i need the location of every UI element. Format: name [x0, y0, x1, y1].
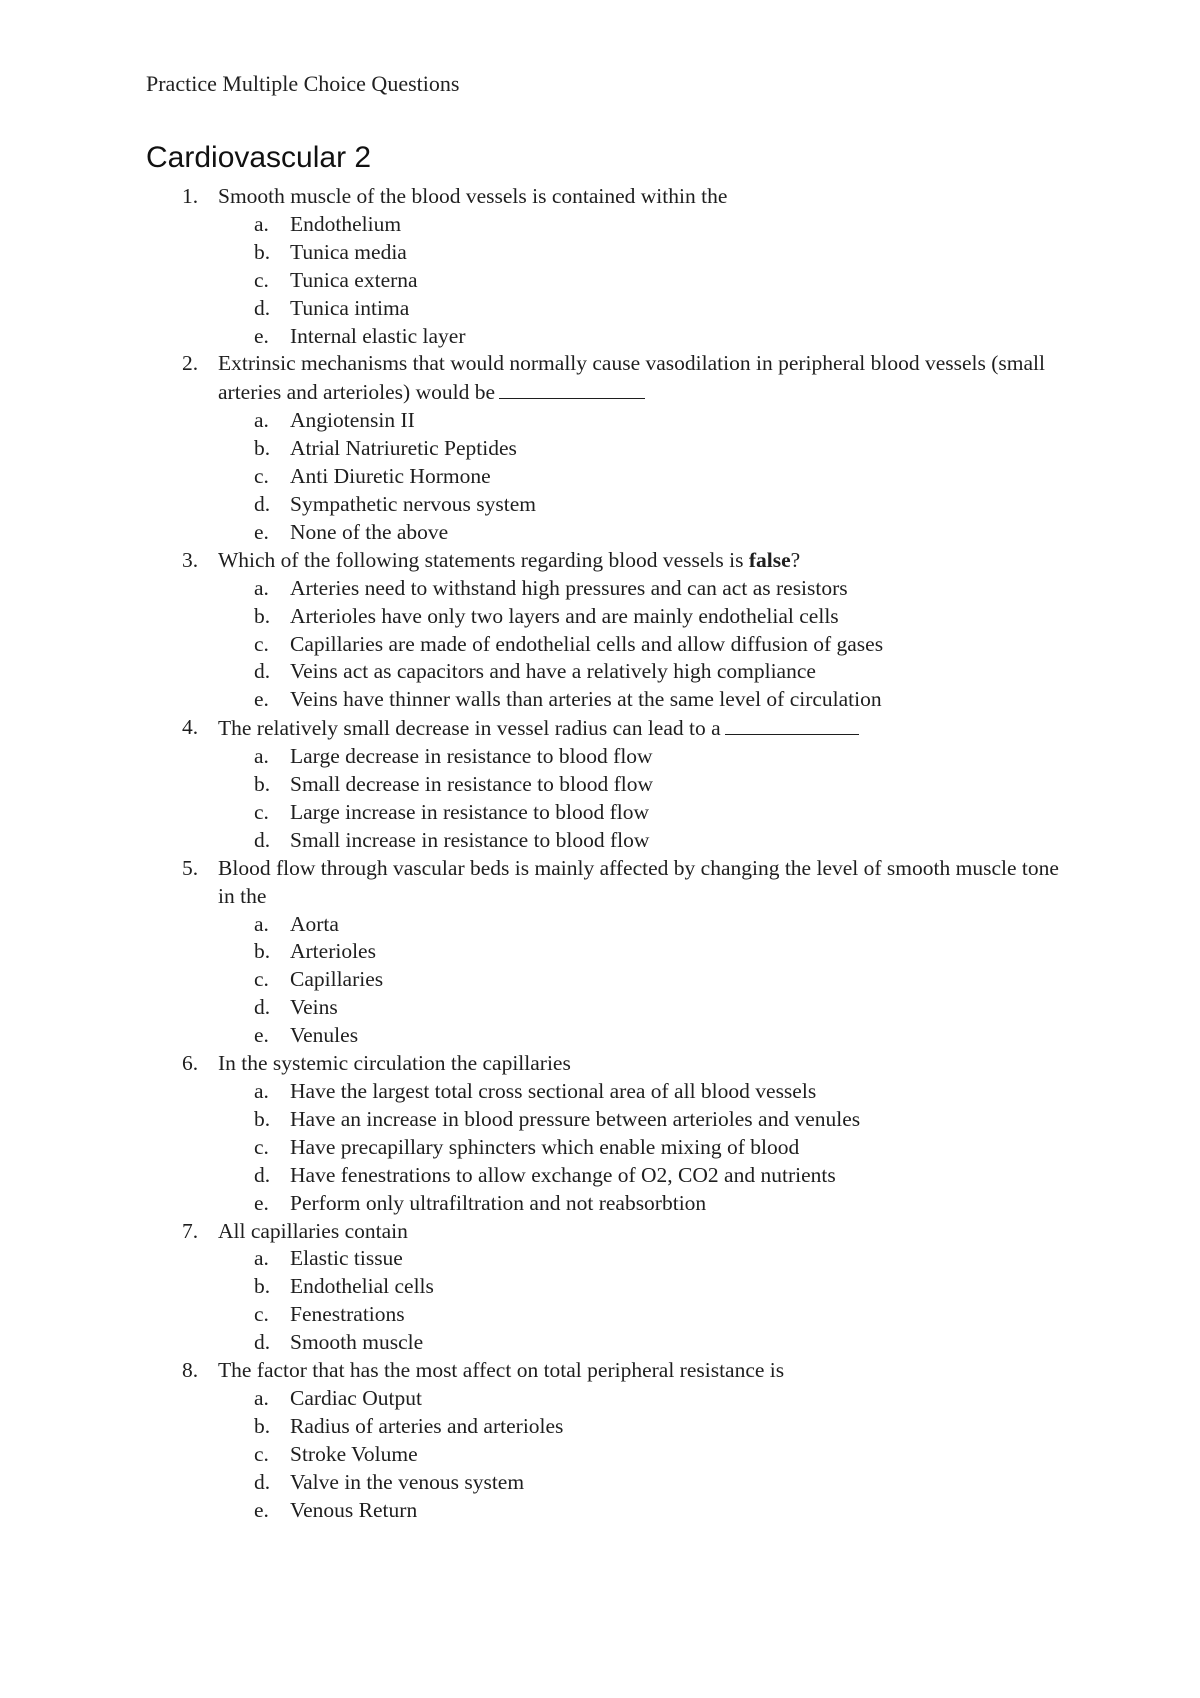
- option-text: Tunica externa: [290, 267, 418, 292]
- question-text-before: Which of the following statements regarding blood vessels is: [218, 547, 744, 572]
- option-text: Have fenestrations to allow exchange of O2, CO2 and nutrients: [290, 1162, 836, 1187]
- option-item: [218, 799, 1066, 827]
- option-item: [218, 295, 1066, 323]
- option-list: [218, 211, 1066, 351]
- option-text: None of the above: [290, 519, 449, 544]
- option-item: [218, 1245, 1066, 1273]
- option-text: Veins act as capacitors and have a relatively high compliance: [290, 659, 816, 684]
- option-text: Veins: [290, 995, 338, 1020]
- question-number: 1.: [182, 184, 199, 208]
- question-text-emphasis: false: [748, 547, 791, 572]
- option-text: Tunica media: [290, 239, 407, 264]
- option-letter: a.: [254, 575, 269, 600]
- option-item: [218, 239, 1066, 267]
- option-item: [218, 1190, 1066, 1218]
- option-letter: b.: [254, 772, 271, 797]
- option-item: [218, 1385, 1066, 1413]
- option-letter: d.: [254, 295, 271, 320]
- option-letter: e.: [254, 1497, 269, 1522]
- question-5: [146, 855, 1066, 1050]
- question-number: 6.: [182, 1051, 199, 1076]
- option-text: Anti Diuretic Hormone: [290, 464, 491, 489]
- option-item: [218, 1078, 1066, 1106]
- option-text: Elastic tissue: [290, 1246, 403, 1271]
- option-list: [218, 1078, 1066, 1218]
- option-letter: a.: [254, 911, 269, 936]
- option-item: [218, 603, 1066, 631]
- option-item: [218, 938, 1066, 966]
- option-letter: e.: [254, 687, 269, 712]
- option-item: [218, 658, 1066, 686]
- option-item: [218, 435, 1066, 463]
- option-letter: d.: [254, 491, 271, 516]
- option-text: Veins have thinner walls than arteries at the same level of circulation: [290, 687, 882, 712]
- option-text: Have precapillary sphincters which enable mixing of blood: [290, 1134, 800, 1159]
- option-item: [218, 1106, 1066, 1134]
- option-text: Small increase in resistance to blood flow: [290, 827, 650, 852]
- question-8: [146, 1357, 1066, 1524]
- option-item: [218, 211, 1066, 239]
- option-text: Aorta: [290, 911, 339, 936]
- option-text: Have an increase in blood pressure between arterioles and venules: [290, 1106, 861, 1131]
- question-number: 4.: [182, 715, 199, 740]
- option-list: [218, 743, 1066, 855]
- question-text: All capillaries contain: [218, 1218, 408, 1243]
- document-title: Cardiovascular 2: [146, 141, 372, 174]
- option-letter: b.: [254, 1413, 271, 1438]
- option-item: [218, 407, 1066, 435]
- option-item: [218, 686, 1066, 714]
- option-letter: e.: [254, 1023, 269, 1048]
- question-text: [218, 547, 1066, 575]
- option-letter: d.: [254, 659, 271, 684]
- option-letter: d.: [254, 1162, 271, 1187]
- option-letter: a.: [254, 1079, 269, 1103]
- option-text: Have the largest total cross sectional area of all blood vessels: [290, 1079, 817, 1103]
- option-letter: b.: [254, 1274, 271, 1299]
- page-header: Practice Multiple Choice Questions: [146, 71, 460, 96]
- option-list: [218, 1385, 1066, 1525]
- option-item: [218, 575, 1066, 603]
- option-item: [218, 631, 1066, 659]
- option-text: Atrial Natriuretic Peptides: [290, 436, 517, 461]
- question-text: In the systemic circulation the capillaries: [218, 1051, 571, 1076]
- option-text: Venous Return: [290, 1497, 418, 1522]
- option-item: [218, 1162, 1066, 1190]
- option-item: [218, 966, 1066, 994]
- option-item: [218, 911, 1066, 939]
- option-letter: a.: [254, 1246, 269, 1271]
- question-3: [146, 547, 1066, 714]
- option-letter: a.: [254, 1385, 269, 1410]
- question-number: 5.: [182, 855, 199, 880]
- option-item: [218, 743, 1066, 771]
- option-item: [218, 1301, 1066, 1329]
- option-text: Smooth muscle: [290, 1330, 424, 1355]
- option-letter: b.: [254, 603, 271, 628]
- option-letter: b.: [254, 239, 271, 264]
- option-letter: a.: [254, 211, 269, 236]
- option-letter: b.: [254, 939, 271, 964]
- question-number: 8.: [182, 1358, 199, 1383]
- option-text: Large increase in resistance to blood flow: [290, 799, 650, 824]
- option-letter: c.: [254, 1134, 269, 1159]
- option-item: [218, 463, 1066, 491]
- question-number: 7.: [182, 1218, 199, 1243]
- question-text: The factor that has the most affect on total peripheral resistance is: [218, 1358, 785, 1383]
- question-text-body: Extrinsic mechanisms that would normally cause vasodilation in peripheral blood vessels (small arteries and arterioles) would be: [218, 351, 1045, 405]
- option-letter: c.: [254, 1302, 269, 1327]
- option-letter: c.: [254, 967, 269, 992]
- option-list: [218, 575, 1066, 715]
- option-item: [218, 827, 1066, 855]
- option-text: Cardiac Output: [290, 1385, 422, 1410]
- question-text: [218, 714, 1066, 743]
- answer-blank: [725, 714, 859, 735]
- question-text: [218, 350, 1066, 407]
- question-2: [146, 350, 1066, 546]
- option-text: Fenestrations: [290, 1302, 405, 1327]
- option-letter: a.: [254, 744, 269, 769]
- option-text: Perform only ultrafiltration and not reabsorbtion: [290, 1190, 707, 1215]
- question-number: 2.: [182, 351, 199, 376]
- option-list: [218, 407, 1066, 547]
- option-text: Internal elastic layer: [290, 323, 466, 348]
- option-item: [218, 771, 1066, 799]
- option-text: Endothelial cells: [290, 1274, 434, 1299]
- option-text: Large decrease in resistance to blood flow: [290, 744, 653, 769]
- option-item: [218, 1497, 1066, 1525]
- option-item: [218, 1329, 1066, 1357]
- option-text: Angiotensin II: [290, 408, 415, 433]
- option-letter: e.: [254, 323, 269, 348]
- option-text: Capillaries: [290, 967, 384, 992]
- option-text: Radius of arteries and arterioles: [290, 1413, 564, 1438]
- option-letter: c.: [254, 799, 269, 824]
- option-text: Venules: [290, 1023, 359, 1048]
- option-text: Tunica intima: [290, 295, 410, 320]
- question-text: Blood flow through vascular beds is mainly affected by changing the level of smooth muscle tone in the: [218, 855, 1059, 908]
- option-letter: d.: [254, 995, 271, 1020]
- option-item: [218, 1273, 1066, 1301]
- option-text: Valve in the venous system: [290, 1469, 525, 1494]
- option-text: Small decrease in resistance to blood flow: [290, 772, 654, 797]
- option-list: [218, 911, 1066, 1051]
- option-letter: c.: [254, 464, 269, 489]
- option-letter: c.: [254, 631, 269, 656]
- answer-blank: [499, 378, 645, 399]
- option-text: Arterioles: [290, 939, 376, 964]
- option-letter: c.: [254, 1441, 269, 1466]
- option-letter: d.: [254, 827, 271, 852]
- question-6: [146, 1050, 1066, 1217]
- option-text: Sympathetic nervous system: [290, 491, 537, 516]
- option-list: [218, 1245, 1066, 1357]
- option-letter: d.: [254, 1330, 271, 1355]
- option-letter: e.: [254, 519, 269, 544]
- option-letter: b.: [254, 436, 271, 461]
- option-letter: c.: [254, 267, 269, 292]
- question-text-body: The relatively small decrease in vessel radius can lead to a: [218, 716, 721, 741]
- option-letter: d.: [254, 1469, 271, 1494]
- question-text: Smooth muscle of the blood vessels is contained within the: [218, 184, 728, 208]
- option-letter: e.: [254, 1190, 269, 1215]
- option-item: [218, 1413, 1066, 1441]
- option-text: Arterioles have only two layers and are mainly endothelial cells: [290, 603, 839, 628]
- option-letter: a.: [254, 408, 269, 433]
- option-item: [218, 1022, 1066, 1050]
- option-item: [218, 267, 1066, 295]
- option-text: Endothelium: [290, 211, 402, 236]
- question-4: [146, 714, 1066, 855]
- option-item: [218, 323, 1066, 351]
- option-item: [218, 1469, 1066, 1497]
- question-number: 3.: [182, 547, 199, 572]
- option-letter: b.: [254, 1106, 271, 1131]
- option-item: [218, 994, 1066, 1022]
- option-text: Arteries need to withstand high pressures and can act as resistors: [290, 575, 848, 600]
- option-item: [218, 519, 1066, 547]
- question-1: [146, 183, 1066, 350]
- option-item: [218, 491, 1066, 519]
- question-text-after: ?: [790, 547, 801, 572]
- question-list: [146, 183, 1066, 1525]
- option-text: Stroke Volume: [290, 1441, 418, 1466]
- question-7: [146, 1218, 1066, 1358]
- option-item: [218, 1134, 1066, 1162]
- option-item: [218, 1441, 1066, 1469]
- option-text: Capillaries are made of endothelial cells and allow diffusion of gases: [290, 631, 884, 656]
